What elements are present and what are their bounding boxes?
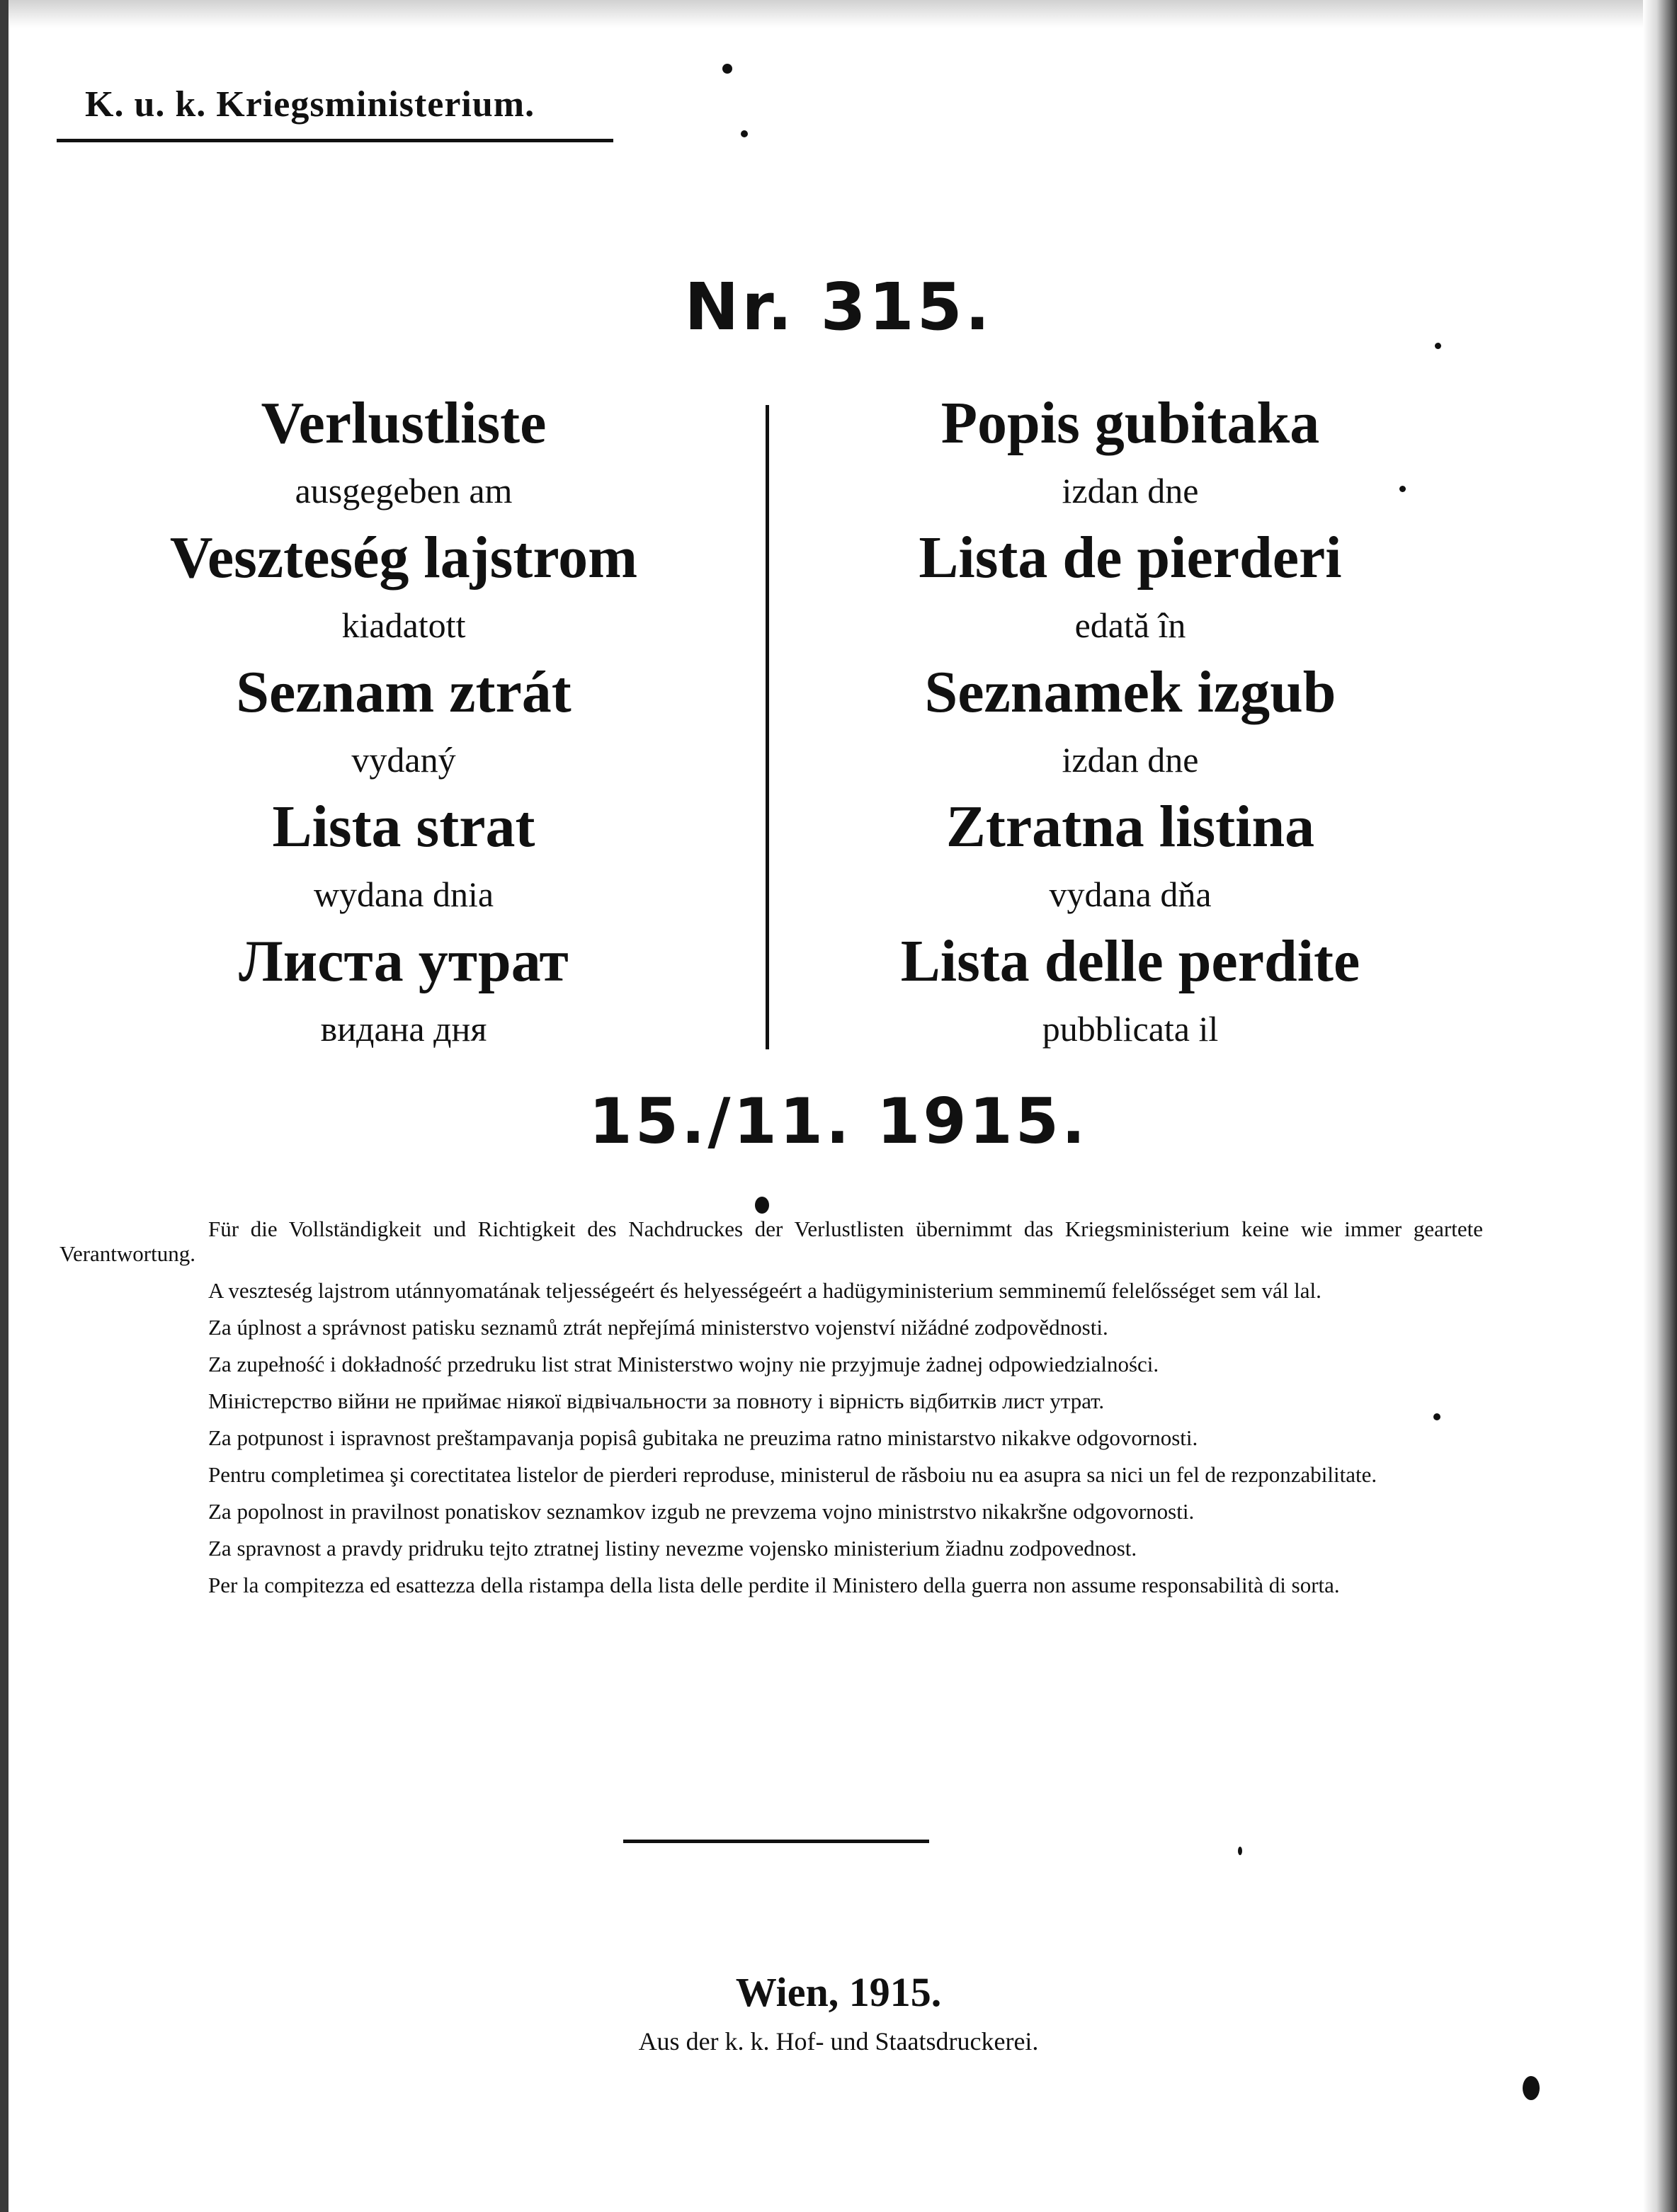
subtitle-italian: pubblicata il [1042, 1009, 1219, 1049]
title-romanian: Lista de pierderi [919, 525, 1342, 591]
disclaimer-block [59, 1216, 1483, 1609]
disclaimer-hungarian: A veszteség lajstrom utánnyomatának teljességeért és helyességeért a hadügyministerium semminemű felelősséget sem vál lal. [208, 1278, 1321, 1303]
subtitle-croatian: izdan dne [1062, 471, 1199, 511]
subtitle-slovak: vydana dňa [1049, 874, 1212, 914]
disclaimer-czech: Za úplnost a správnost patisku seznamů ztrát nepřejímá ministerstvo vojenství nižádné zodpovědnosti. [208, 1315, 1108, 1340]
disclaimer-croatian: Za potpunost i ispravnost preštampavanja popisâ gubitaka ne preuzima ratno ministarstvo nikakve odgovornosti. [208, 1425, 1198, 1450]
disclaimer-german: Für die Vollständigkeit und Richtigkeit des Nachdruckes der Verlustlisten übernimmt das Kriegsministerium keine wie immer geartete Verantwortung. [59, 1216, 1483, 1266]
scan-speck [741, 130, 748, 137]
ministry-header: K. u. k. Kriegsministerium. [85, 84, 535, 125]
title-polish: Lista strat [272, 794, 535, 860]
disclaimer-polish: Za zupełność i dokładność przedruku list strat Ministerstwo wojny nie przyjmuje żadnej odpowiedzialności. [208, 1352, 1159, 1376]
disclaimer-slovak: Za spravnost a pravdy pridruku tejto ztratnej listiny nevezme vojensko ministerium žiadnu zodpovednost. [208, 1536, 1137, 1561]
subtitle-czech: vydaný [351, 740, 456, 780]
title-slovak: Ztratna listina [945, 794, 1315, 860]
disclaimer-slovene: Za popolnost in pravilnost ponatiskov seznamkov izgub ne prevzema vojno ministrstvo nikakršne odgovornosti. [208, 1499, 1195, 1524]
imprint-place: Wien, 1915. [735, 1969, 942, 2015]
disclaimer-ruthenian: Міністерство війни не приймає ніякої відвічальности за повноту і вірність відбитків лист утрат. [208, 1389, 1105, 1413]
bottom-divider [623, 1840, 929, 1843]
scan-edge-top [0, 0, 1677, 28]
subtitle-romanian: edată în [1074, 605, 1186, 645]
header-underline [57, 139, 613, 142]
subtitle-ruthenian: видана дня [320, 1009, 487, 1049]
title-italian: Lista delle perdite [900, 928, 1360, 994]
right-title-column [776, 388, 1484, 1061]
list-number: Nr. 315. [684, 269, 993, 345]
scan-speck [1435, 343, 1441, 349]
title-hungarian: Veszteség lajstrom [169, 525, 638, 591]
subtitle-polish: wydana dnia [313, 874, 494, 914]
issue-date: 15./11. 1915. [589, 1085, 1088, 1158]
subtitle-hungarian: kiadatott [341, 605, 466, 645]
title-slovene: Seznamek izgub [924, 659, 1336, 725]
scan-speck [1523, 2076, 1540, 2100]
scan-speck [1238, 1847, 1242, 1855]
subtitle-slovene: izdan dne [1062, 740, 1199, 780]
title-czech: Seznam ztrát [236, 659, 572, 725]
left-title-column [50, 388, 758, 1061]
title-german: Verlustliste [261, 390, 547, 456]
scan-speck [1399, 486, 1406, 492]
imprint-printer: Aus der k. k. Hof- und Staatsdruckerei. [638, 2027, 1039, 2056]
scan-speck [722, 64, 732, 74]
column-divider [766, 405, 769, 1049]
disclaimer-romanian: Pentru completimea şi corectitatea listelor de pierderi reproduse, ministerul de răsboiu nu ea asupra sa nici un fel de rezponzabilitate. [208, 1462, 1377, 1487]
scan-speck [1433, 1413, 1440, 1420]
scan-speck [755, 1197, 769, 1214]
title-croatian: Popis gubitaka [940, 390, 1320, 456]
disclaimer-italian: Per la compitezza ed esattezza della ristampa della lista delle perdite il Ministero della guerra non assume responsabilità di sorta. [208, 1573, 1340, 1597]
title-ruthenian: Листа утрат [239, 928, 569, 994]
subtitle-german: ausgegeben am [295, 471, 513, 511]
